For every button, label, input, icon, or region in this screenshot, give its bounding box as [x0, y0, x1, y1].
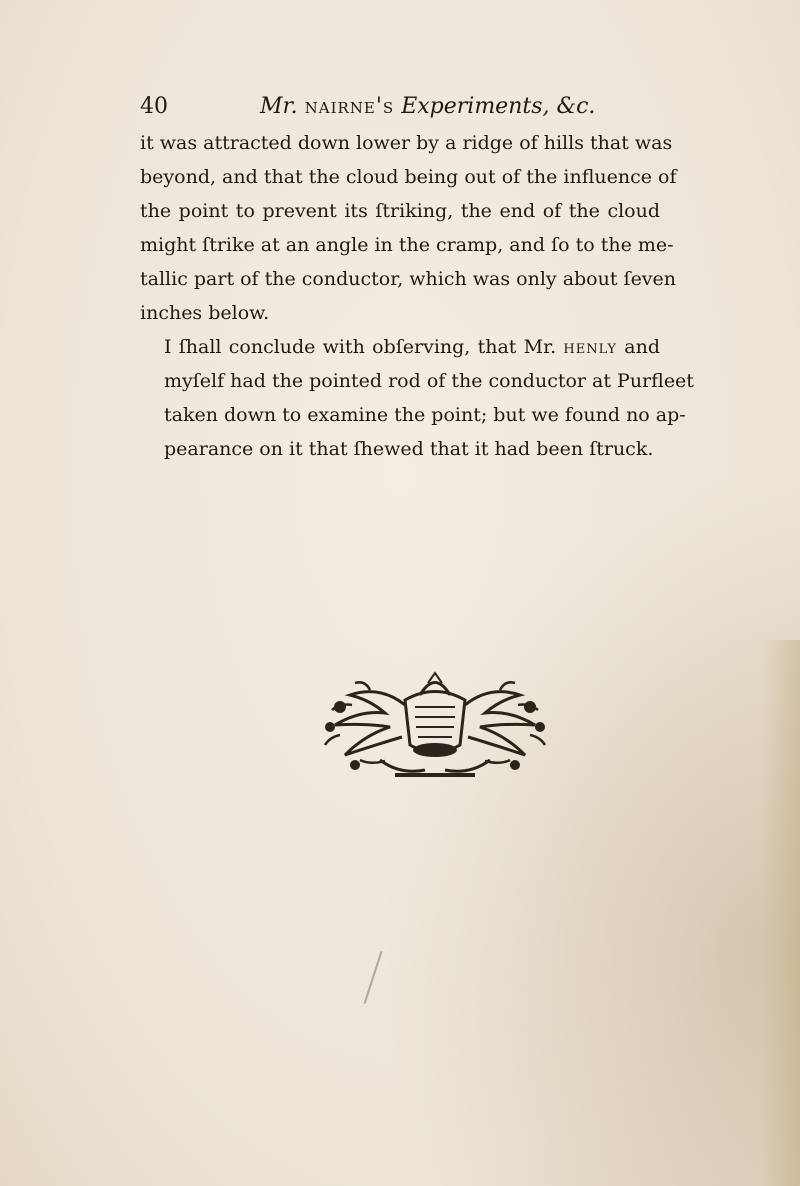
text-line: pearance on it that ſhewed that it had been ſtruck.	[164, 438, 654, 460]
page-stain	[760, 640, 800, 1186]
text-line: inches below.	[140, 302, 270, 324]
body-text	[140, 126, 694, 466]
line-text: and	[624, 336, 660, 358]
text-line: might ſtrike at an angle in the cramp, and ſo to the me-	[140, 234, 674, 256]
text-line: myſelf had the pointed rod of the conductor at Purfleet	[164, 370, 694, 392]
title-suffix: Experiments, &c.	[401, 94, 596, 119]
text-line: it was attracted down lower by a ridge of hills that was	[140, 132, 673, 154]
title-name: nairne's	[304, 94, 395, 119]
paragraph-2	[140, 330, 694, 466]
paragraph-1	[140, 126, 677, 330]
page-number: 40	[140, 94, 168, 119]
text-line: taken down to examine the point; but we found no ap-	[164, 404, 686, 426]
title-prefix: Mr.	[260, 94, 298, 119]
running-title	[260, 92, 595, 122]
text-line: tallic part of the conductor, which was only about ſeven	[140, 268, 677, 290]
line-text: I ſhall conclude with obſerving, that Mr.	[164, 336, 557, 358]
text-line	[140, 330, 660, 364]
text-line: beyond, and that the cloud being out of the influence of	[140, 166, 677, 188]
text-line: the point to prevent its ſtriking, the end of the cloud	[140, 200, 660, 222]
running-header	[140, 92, 660, 122]
person-name: henly	[563, 336, 618, 358]
stray-mark	[364, 951, 383, 1004]
floral-tailpiece-icon	[310, 665, 560, 780]
